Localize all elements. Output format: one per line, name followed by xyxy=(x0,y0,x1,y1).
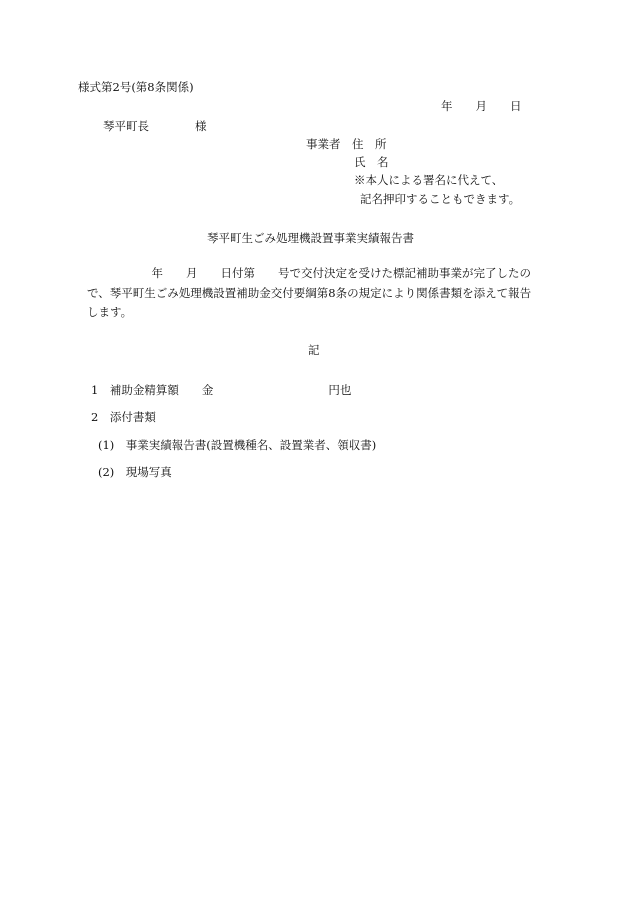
ki-heading: 記 xyxy=(308,343,320,357)
date-line: 年 月 日 xyxy=(441,99,522,113)
body-text-line3: します。 xyxy=(87,305,133,319)
document-title: 琴平町生ごみ処理機設置事業実績報告書 xyxy=(207,231,414,245)
sub-item-report: (1) 事業実績報告書(設置機種名、設置業者、領収書) xyxy=(98,438,377,452)
addressee: 琴平町長 様 xyxy=(103,119,207,133)
applicant-address-label: 事業者 住 所 xyxy=(306,137,387,151)
body-text-line1: 年 月 日付第 号で交付決定を受けた標記補助事業が完了したの xyxy=(94,266,531,280)
signature-note-line1: ※本人による署名に代えて、 xyxy=(354,173,504,187)
form-number: 様式第2号(第8条関係) xyxy=(78,80,194,94)
item-subsidy-amount: 1 補助金精算額 金 円也 xyxy=(91,383,352,397)
signature-note-line2: 記名押印することもできます。 xyxy=(360,192,521,206)
body-text-line2: で、琴平町生ごみ処理機設置補助金交付要綱第8条の規定により関係書類を添えて報告 xyxy=(87,286,532,300)
item-attachments: 2 添付書類 xyxy=(91,410,156,424)
applicant-name-label: 氏 名 xyxy=(354,155,389,169)
sub-item-photos: (2) 現場写真 xyxy=(98,465,172,479)
